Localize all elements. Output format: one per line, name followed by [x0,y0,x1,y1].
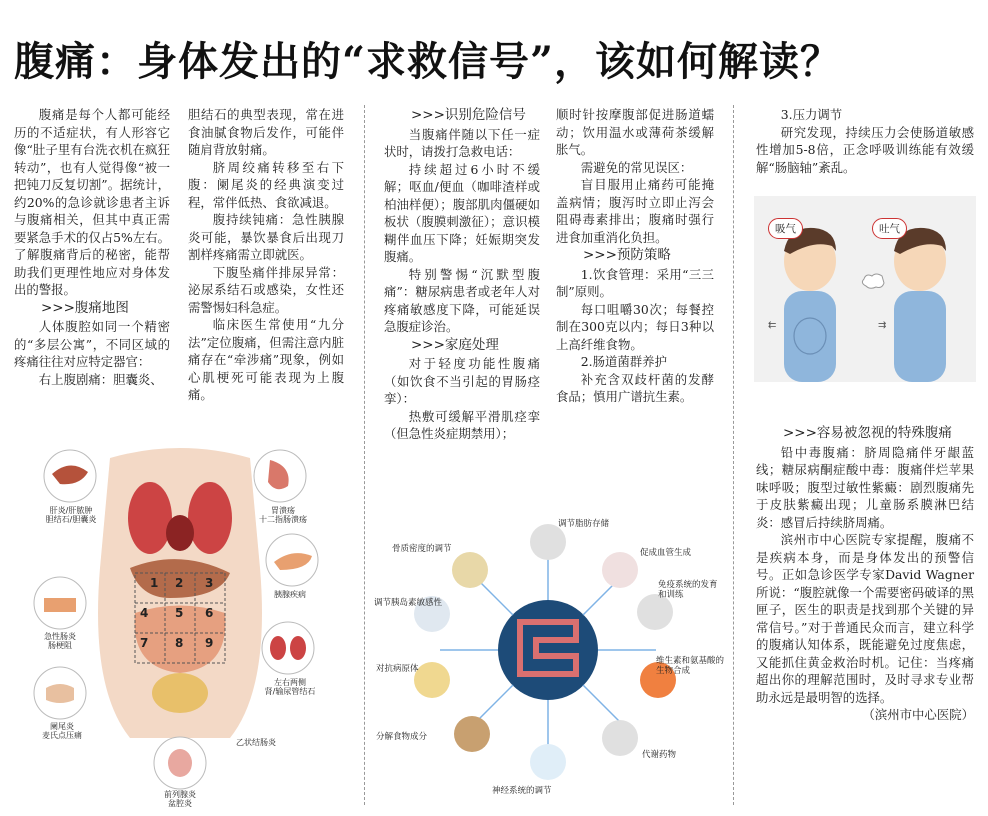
gut-item-label: 分解食物成分 [376,732,428,742]
inhale-label: 吸气 [768,218,803,239]
paragraph: 研究发现，持续压力会使肠道敏感性增加5-8倍，正念呼吸训练能有效缓解“肠脑轴”紊乱。 [756,124,974,175]
bladder-label: 前列腺炎 盆腔炎 [164,790,196,808]
kidney-label: 左右两侧 肾/输尿管结石 [264,678,316,696]
gut-item-label: 调节胰岛素敏感性 [374,598,443,608]
gut-item-label: 维生素和氨基酸的生物合成 [656,656,725,676]
section-heading: >>>腹痛地图 [41,299,129,316]
column-2 [188,106,344,404]
abdomen-map-illustration [30,438,330,808]
paragraph: 盲目服用止痛药可能掩盖病情；腹泻时立即止泻会阻碍毒素排出；腹痛时强行进食加重消化负担。 [556,177,714,245]
section-heading: >>>家庭处理 [411,336,499,353]
region-number: 7 [140,636,149,650]
paragraph: 需避免的常见误区： [580,159,693,175]
column-5-top [756,106,974,176]
breathing-illustration [754,196,976,382]
paragraph: 3.压力调节 [780,107,843,122]
paragraph: 腹痛是每个人都可能经历的不适症状，有人形容它像“肚子里有台洗衣机在疯狂转动”，也有人觉得像“被一把钝刀反复切割”。据统计，约20%的急诊就诊患者主诉与腹痛相关，但其中真正需要紧急手术的仅占5%左右。了解腹痛背后的秘密，能帮助我们更理性地应对身体发出的警报。 [14,107,170,297]
paragraph: 对于轻度功能性腹痛（如饮食不当引起的胃肠痉挛）： [384,356,540,406]
pancreas-label: 胰腺疾病 [274,590,306,599]
region-number: 3 [205,576,214,590]
gut-item-label: 神经系统的调节 [492,786,552,796]
paragraph: 每口咀嚼30次；每餐控制在300克以内；每日3种以上高纤维食物。 [556,301,714,352]
column-5-bottom [756,424,974,724]
stomach-label: 胃溃疡 十二指肠溃疡 [259,506,307,524]
sigmoid-label: 乙状结肠炎 [236,738,276,747]
gut-item-label: 免疫系统的发育和训练 [658,580,718,600]
gut-item-label: 骨质密度的调节 [392,544,452,554]
paragraph: 滨州市中心医院专家提醒，腹痛不是疾病本身，而是身体发出的预警信号。正如急诊医学专家David Wagner所说：“腹腔就像一个需要密码破译的黑匣子，医生的职责是找到那个关键的异常信号。”对于普通民众而言，建立科学的腹痛认知体系，既能避免过度焦虑，又能抓住黄金救治时机。记住：当疼痛超出你的理解范围时，及时寻求专业帮助永远是最明智的选择。 [756,532,974,705]
exhale-label: 吐气 [872,218,907,239]
region-number: 6 [205,606,214,620]
headline: 腹痛：身体发出的“求救信号”，该如何解读？ [14,38,842,85]
gut-item-label: 促成血管生成 [640,548,692,558]
region-number: 8 [175,636,184,650]
paragraph: 胆结石的典型表现，常在进食油腻食物后发作，可能伴随肩背放射痛。 [188,107,344,157]
paragraph: 右上腹剧痛：胆囊炎、 [38,371,163,387]
paragraph: 铅中毒腹痛：脐周隐痛伴牙龈蓝线；糖尿病酮症酸中毒：腹痛伴烂苹果味呼吸；腹型过敏性紫癜：剧烈腹痛先于皮肤紫癜出现；儿童肠系膜淋巴结炎：感冒后持续脐周痛。 [756,444,974,530]
paragraph: 热敷可缓解平滑肌痉挛（但急性炎症期禁用）； [384,408,540,441]
region-number: 5 [175,606,184,620]
column-3 [384,106,540,443]
paragraph: 临床医生常使用“九分法”定位腹痛，但需注意内脏痛存在“牵涉痛”现象，例如心肌梗死可能表现为上腹痛。 [188,317,344,402]
paragraph: 1.饮食管理：采用“三三制”原则。 [556,266,714,299]
section-heading: >>>容易被忽视的特殊腹痛 [783,425,952,441]
colon-label: 急性肠炎 肠梗阻 [44,632,76,650]
column-rule [364,105,365,805]
paragraph: 下腹坠痛伴排尿异常：泌尿系结石或感染，女性还需警惕妇科急症。 [188,264,344,315]
torso-drawing [30,438,330,808]
svg-text:⇇: ⇇ [768,320,777,331]
section-heading: >>>预防策略 [583,247,671,263]
paragraph: 补充含双歧杆菌的发酵食品；慎用广谱抗生素。 [556,371,714,404]
appendix-label: 阑尾炎 麦氏点压痛 [42,722,82,740]
gut-item-label: 调节脂肪存储 [558,519,610,529]
paragraph: 腹持续钝痛：急性胰腺炎可能，暴饮暴食后出现刀割样疼痛需立即就医。 [188,212,344,262]
gut-functions-illustration [370,512,726,812]
paragraph: 持续超过6小时不缓解；呕血/便血（咖啡渣样或柏油样便）；腹部肌肉僵硬如板状（腹膜刺激征）；意识模糊伴血压下降；妊娠期突发腹痛。 [384,161,540,264]
region-number: 2 [175,576,184,590]
gut-item-label: 代谢药物 [642,750,677,760]
liver-label: 肝炎/肝脓肿 胆结石/胆囊炎 [45,506,97,524]
region-number: 4 [140,606,149,620]
paragraph: 人体腹腔如同一个精密的“多层公寓”，不同区域的疼痛往往对应特定器官： [14,319,170,369]
paragraph: 特别警惕“沉默型腹痛”：糖尿病患者或老年人对疼痛敏感度下降，可能延误急腹症诊治。 [384,266,540,334]
paragraph: 2.肠道菌群养护 [580,354,667,369]
paragraph: 脐周绞痛转移至右下腹：阑尾炎的经典演变过程，常伴低热、食欲减退。 [188,159,344,210]
credit: （滨州市中心医院） [862,707,974,722]
column-4 [556,106,714,406]
column-rule [733,105,734,805]
paragraph: 顺时针按摩腹部促进肠道蠕动；饮用温水或薄荷茶缓解胀气。 [556,107,714,157]
gut-item-label: 对抗病原体 [376,664,419,674]
svg-text:⇉: ⇉ [878,320,887,331]
region-number: 9 [205,636,214,650]
section-heading: >>>识别危险信号 [411,107,526,123]
region-number: 1 [150,576,159,590]
paragraph: 当腹痛伴随以下任一症状时，请拨打急救电话： [384,126,540,159]
column-1 [14,106,170,388]
